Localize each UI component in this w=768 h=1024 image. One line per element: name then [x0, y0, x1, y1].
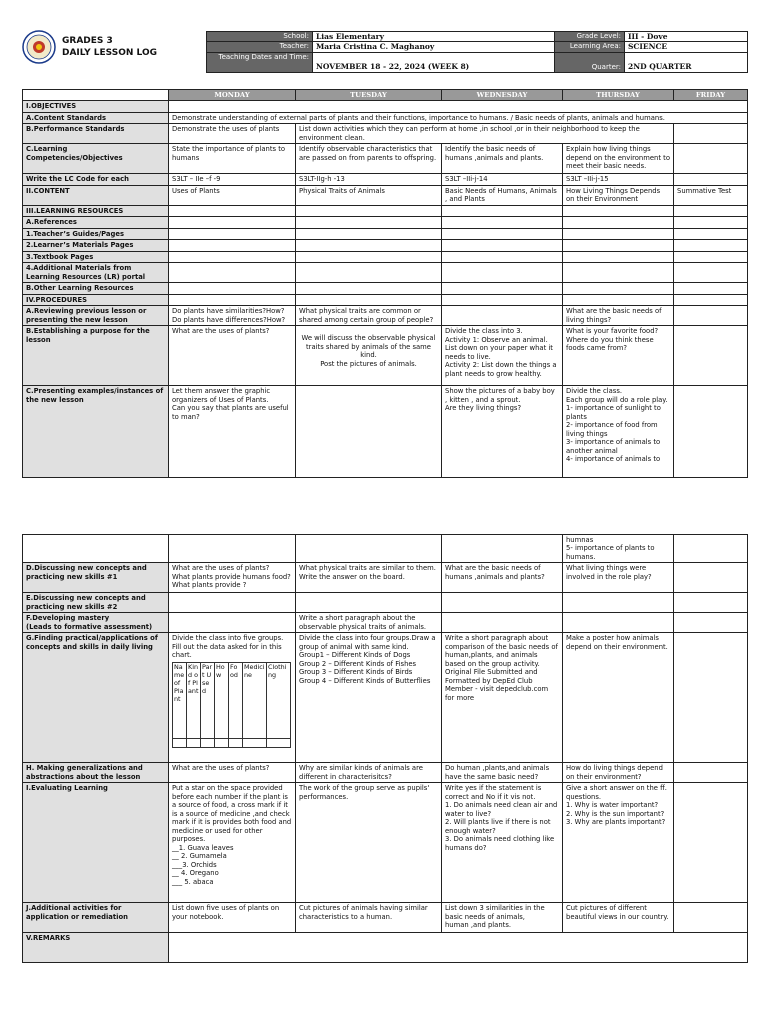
- row-label: 4.Additional Materials from Learning Resources (LR) portal: [23, 263, 169, 283]
- mastery-row: [23, 613, 748, 633]
- cell-wednesday: Divide the class into 3. Activity 1: Observe an animal. List down on your paper what it needs to live. Activity 2: List down the things a plant needs to grow healthy.: [442, 326, 563, 386]
- cell-monday: S3LT – IIe –f -9: [169, 174, 296, 185]
- grade-value: III - Dove: [625, 32, 748, 42]
- cell-thursday: Cut pictures of different beautiful views in our country.: [563, 903, 674, 933]
- cell-tue-thu: List down activities which they can perform at home ,in school ,or in their neighborhood to keep the environment clean.: [296, 124, 674, 144]
- cell-tuesday: What physical traits are similar to them. Write the answer on the board.: [296, 563, 442, 593]
- section-content: II.CONTENT: [23, 185, 169, 205]
- school-info-table: [206, 31, 748, 73]
- tb-row: [23, 251, 748, 262]
- row-label: 3.Textbook Pages: [23, 251, 169, 262]
- resources-row: [23, 205, 748, 216]
- row-label: Write the LC Code for each: [23, 174, 169, 185]
- teacher-label: Teacher:: [207, 42, 313, 52]
- cell-wednesday: Do human ,plants,and animals have the same basic need?: [442, 763, 563, 783]
- cell-monday: Put a star on the space provided before each number if the plant is a source of food, a cross mark if it is a source of medicine ,and check mark if it is provides both food and medicine or used for other purposes. __1. Guava leaves __ 2. Gumamela ___3. Orchids __ 4. Oregano ___ 5. abaca: [169, 783, 296, 903]
- dates-value: NOVEMBER 18 - 22, 2024 (WEEK 8): [313, 52, 555, 72]
- row-label: C.Presenting examples/instances of the new lesson: [23, 386, 169, 478]
- row-label: G.Finding practical/applications of concepts and skills in daily living: [23, 633, 169, 763]
- chart-header: How: [215, 662, 229, 738]
- cell-thursday: Divide the class. Each group will do a role play. 1- importance of sunlight to plants 2- importance of food from living things 3- importance of animals to another animal 4- importance of animals to: [563, 386, 674, 478]
- cell-monday: Do plants have similarities?How? Do plants have differences?How?: [169, 306, 296, 326]
- content-standards-text: Demonstrate understanding of external parts of plants and their functions, importance to humans. / Basic needs of plants, animals and humans.: [169, 112, 748, 123]
- cell-thursday: How do living things depend on their environment?: [563, 763, 674, 783]
- cell-tuesday: What physical traits are common or shared among certain group of people?: [296, 306, 442, 326]
- competencies-row: [23, 144, 748, 174]
- cell-monday: What are the uses of plants?: [169, 763, 296, 783]
- lc-code-row: [23, 174, 748, 185]
- discussing2-row: [23, 593, 748, 613]
- row-label: B.Other Learning Resources: [23, 283, 169, 294]
- section-procedures: IV.PROCEDURES: [23, 294, 169, 305]
- cell-monday: Let them answer the graphic organizers of Uses of Plants. Can you say that plants are useful to man?: [169, 386, 296, 478]
- cell-wednesday: Write a short paragraph about comparison of the basic needs of human,plants, and animals based on the group activity. Original File Submitted and Formatted by DepEd Club Member - visit depedclub.com for more: [442, 633, 563, 763]
- cell-thursday: humnas 5- importance of plants to humans.: [563, 535, 674, 563]
- day-wednesday: WEDNESDAY: [442, 90, 563, 101]
- presenting-cont-row: [23, 535, 748, 563]
- cell-tuesday: Physical Traits of Animals: [296, 185, 442, 205]
- cell-wednesday: Basic Needs of Humans, Animals , and Plants: [442, 185, 563, 205]
- tg-row: [23, 228, 748, 239]
- cell-tuesday: We will discuss the observable physical traits shared by animals of the same kind. Post the pictures of animals.: [296, 326, 442, 386]
- area-label: Learning Area:: [555, 42, 625, 52]
- cell-monday: What are the uses of plants? What plants provide humans food? What plants provide ?: [169, 563, 296, 593]
- cell-tuesday: Why are similar kinds of animals are different in characterisitcs?: [296, 763, 442, 783]
- quarter-label: Quarter:: [555, 52, 625, 72]
- evaluating-row: [23, 783, 748, 903]
- cell-thursday: What living things were involved in the role play?: [563, 563, 674, 593]
- uses-of-plants-chart: [172, 662, 291, 748]
- cell-thursday: What are the basic needs of living things?: [563, 306, 674, 326]
- row-label: F.Developing mastery (Leads to formative assessment): [23, 613, 169, 633]
- content-row: [23, 185, 748, 205]
- cell-wednesday: List down 3 similarities in the basic needs of animals, human ,and plants.: [442, 903, 563, 933]
- purpose-row: [23, 326, 748, 386]
- day-friday: FRIDAY: [674, 90, 748, 101]
- section-objectives: I.OBJECTIVES: [23, 101, 169, 112]
- cell-thursday: How Living Things Depends on their Environment: [563, 185, 674, 205]
- cell-thursday: Explain how living things depend on the environment to meet their basic needs.: [563, 144, 674, 174]
- chart-header: Medicine: [243, 662, 267, 738]
- days-header-row: [23, 90, 748, 101]
- practical-instructions: Divide the class into five groups. Fill out the data asked for in this chart.: [172, 634, 284, 660]
- chart-header: Food: [229, 662, 243, 738]
- lesson-table-page1: [22, 89, 748, 478]
- row-label: H. Making generalizations and abstractions about the lesson: [23, 763, 169, 783]
- chart-header: Clothing: [267, 662, 291, 738]
- performance-standards-row: [23, 124, 748, 144]
- dates-label: Teaching Dates and Time:: [207, 52, 313, 72]
- discussing1-row: [23, 563, 748, 593]
- cell-tuesday: Divide the class into four groups.Draw a group of animal with same kind. Group1 – Different Kinds of Dogs Group 2 – Different Kinds of Fishes Group 3 – Different Kinds of Birds Group 4 – Different Kinds of Butterflies: [296, 633, 442, 763]
- cell-tuesday: S3LT-IIg-h -13: [296, 174, 442, 185]
- cell-thursday: Make a poster how animals depend on their environment.: [563, 633, 674, 763]
- title-dll: DAILY LESSON LOG: [62, 48, 157, 58]
- cell-monday: What are the uses of plants?: [169, 326, 296, 386]
- cell-tuesday: Write a short paragraph about the observable physical traits of animals.: [296, 613, 442, 633]
- lesson-table-page2: [22, 534, 748, 963]
- cell-thursday: What is your favorite food? Where do you think these foods came from?: [563, 326, 674, 386]
- cell-monday: Demonstrate the uses of plants: [169, 124, 296, 144]
- procedures-row: [23, 294, 748, 305]
- row-label: D.Discussing new concepts and practicing new skills #1: [23, 563, 169, 593]
- lm-row: [23, 240, 748, 251]
- cell-monday: List down five uses of plants on your notebook.: [169, 903, 296, 933]
- chart-header: Name of Plant: [173, 662, 187, 738]
- row-label: B.Establishing a purpose for the lesson: [23, 326, 169, 386]
- area-value: SCIENCE: [625, 42, 748, 52]
- grade-label: Grade Level:: [555, 32, 625, 42]
- row-label: C.Learning Competencies/Objectives: [23, 144, 169, 174]
- deped-seal-icon: [22, 30, 56, 64]
- page-title: [62, 35, 157, 59]
- reviewing-row: [23, 306, 748, 326]
- row-label: A.Content Standards: [23, 112, 169, 123]
- day-thursday: THURSDAY: [563, 90, 674, 101]
- cell-wednesday: Identify the basic needs of humans ,animals and plants.: [442, 144, 563, 174]
- chart-header: Part Used: [201, 662, 215, 738]
- content-standards-row: [23, 112, 748, 123]
- page-1: [0, 0, 768, 500]
- day-tuesday: TUESDAY: [296, 90, 442, 101]
- chart-header-row: [173, 662, 291, 738]
- title-grades: GRADES 3: [62, 36, 113, 46]
- row-label: E.Discussing new concepts and practicing new skills #2: [23, 593, 169, 613]
- chart-empty-row: [173, 738, 291, 747]
- remarks-row: [23, 933, 748, 963]
- cell-wednesday: What are the basic needs of humans ,animals and plants?: [442, 563, 563, 593]
- row-label: J.Additional activities for application or remediation: [23, 903, 169, 933]
- school-label: School:: [207, 32, 313, 42]
- section-remarks: V.REMARKS: [23, 933, 169, 963]
- cell-monday: [169, 633, 296, 763]
- other-resources-row: [23, 283, 748, 294]
- school-value: Lias Elementary: [313, 32, 555, 42]
- cell-thursday: S3LT –IIi-j-15: [563, 174, 674, 185]
- cell-thursday: Give a short answer on the ff. questions. 1. Why is water important? 2. Why is the sun important? 3. Why are plants important?: [563, 783, 674, 903]
- section-resources: III.LEARNING RESOURCES: [23, 205, 169, 216]
- cell-monday: State the importance of plants to humans: [169, 144, 296, 174]
- additional-row: [23, 903, 748, 933]
- row-label: A.Reviewing previous lesson or presenting the new lesson: [23, 306, 169, 326]
- cell-tuesday: Cut pictures of animals having similar characteristics to a human.: [296, 903, 442, 933]
- references-row: [23, 217, 748, 228]
- cell-wednesday: Show the pictures of a baby boy , kitten , and a sprout. Are they living things?: [442, 386, 563, 478]
- row-label: 1.Teacher’s Guides/Pages: [23, 228, 169, 239]
- row-label: I.Evaluating Learning: [23, 783, 169, 903]
- practical-row: [23, 633, 748, 763]
- row-label: 2.Learner’s Materials Pages: [23, 240, 169, 251]
- quarter-value: 2ND QUARTER: [625, 52, 748, 72]
- page-2: [0, 500, 768, 1024]
- teacher-value: Maria Cristina C. Maghanoy: [313, 42, 555, 52]
- cell-monday: Uses of Plants: [169, 185, 296, 205]
- cell-friday: Summative Test: [674, 185, 748, 205]
- day-monday: MONDAY: [169, 90, 296, 101]
- objectives-row: [23, 101, 748, 112]
- cell-tuesday: Identify observable characteristics that are passed on from parents to offspring.: [296, 144, 442, 174]
- cell-wednesday: Write yes if the statement is correct and No if it vis not. 1. Do animals need clean air and water to live? 2. Will plants live if there is not enough water? 3. Do animals need clothing like humans do?: [442, 783, 563, 903]
- cell-wednesday: S3LT –IIi-j-14: [442, 174, 563, 185]
- presenting-row: [23, 386, 748, 478]
- chart-header: Kind of Plant: [187, 662, 201, 738]
- generalizations-row: [23, 763, 748, 783]
- cell-tuesday: The work of the group serve as pupils' performances.: [296, 783, 442, 903]
- row-label: A.References: [23, 217, 169, 228]
- lr-row: [23, 263, 748, 283]
- row-label: B.Performance Standards: [23, 124, 169, 144]
